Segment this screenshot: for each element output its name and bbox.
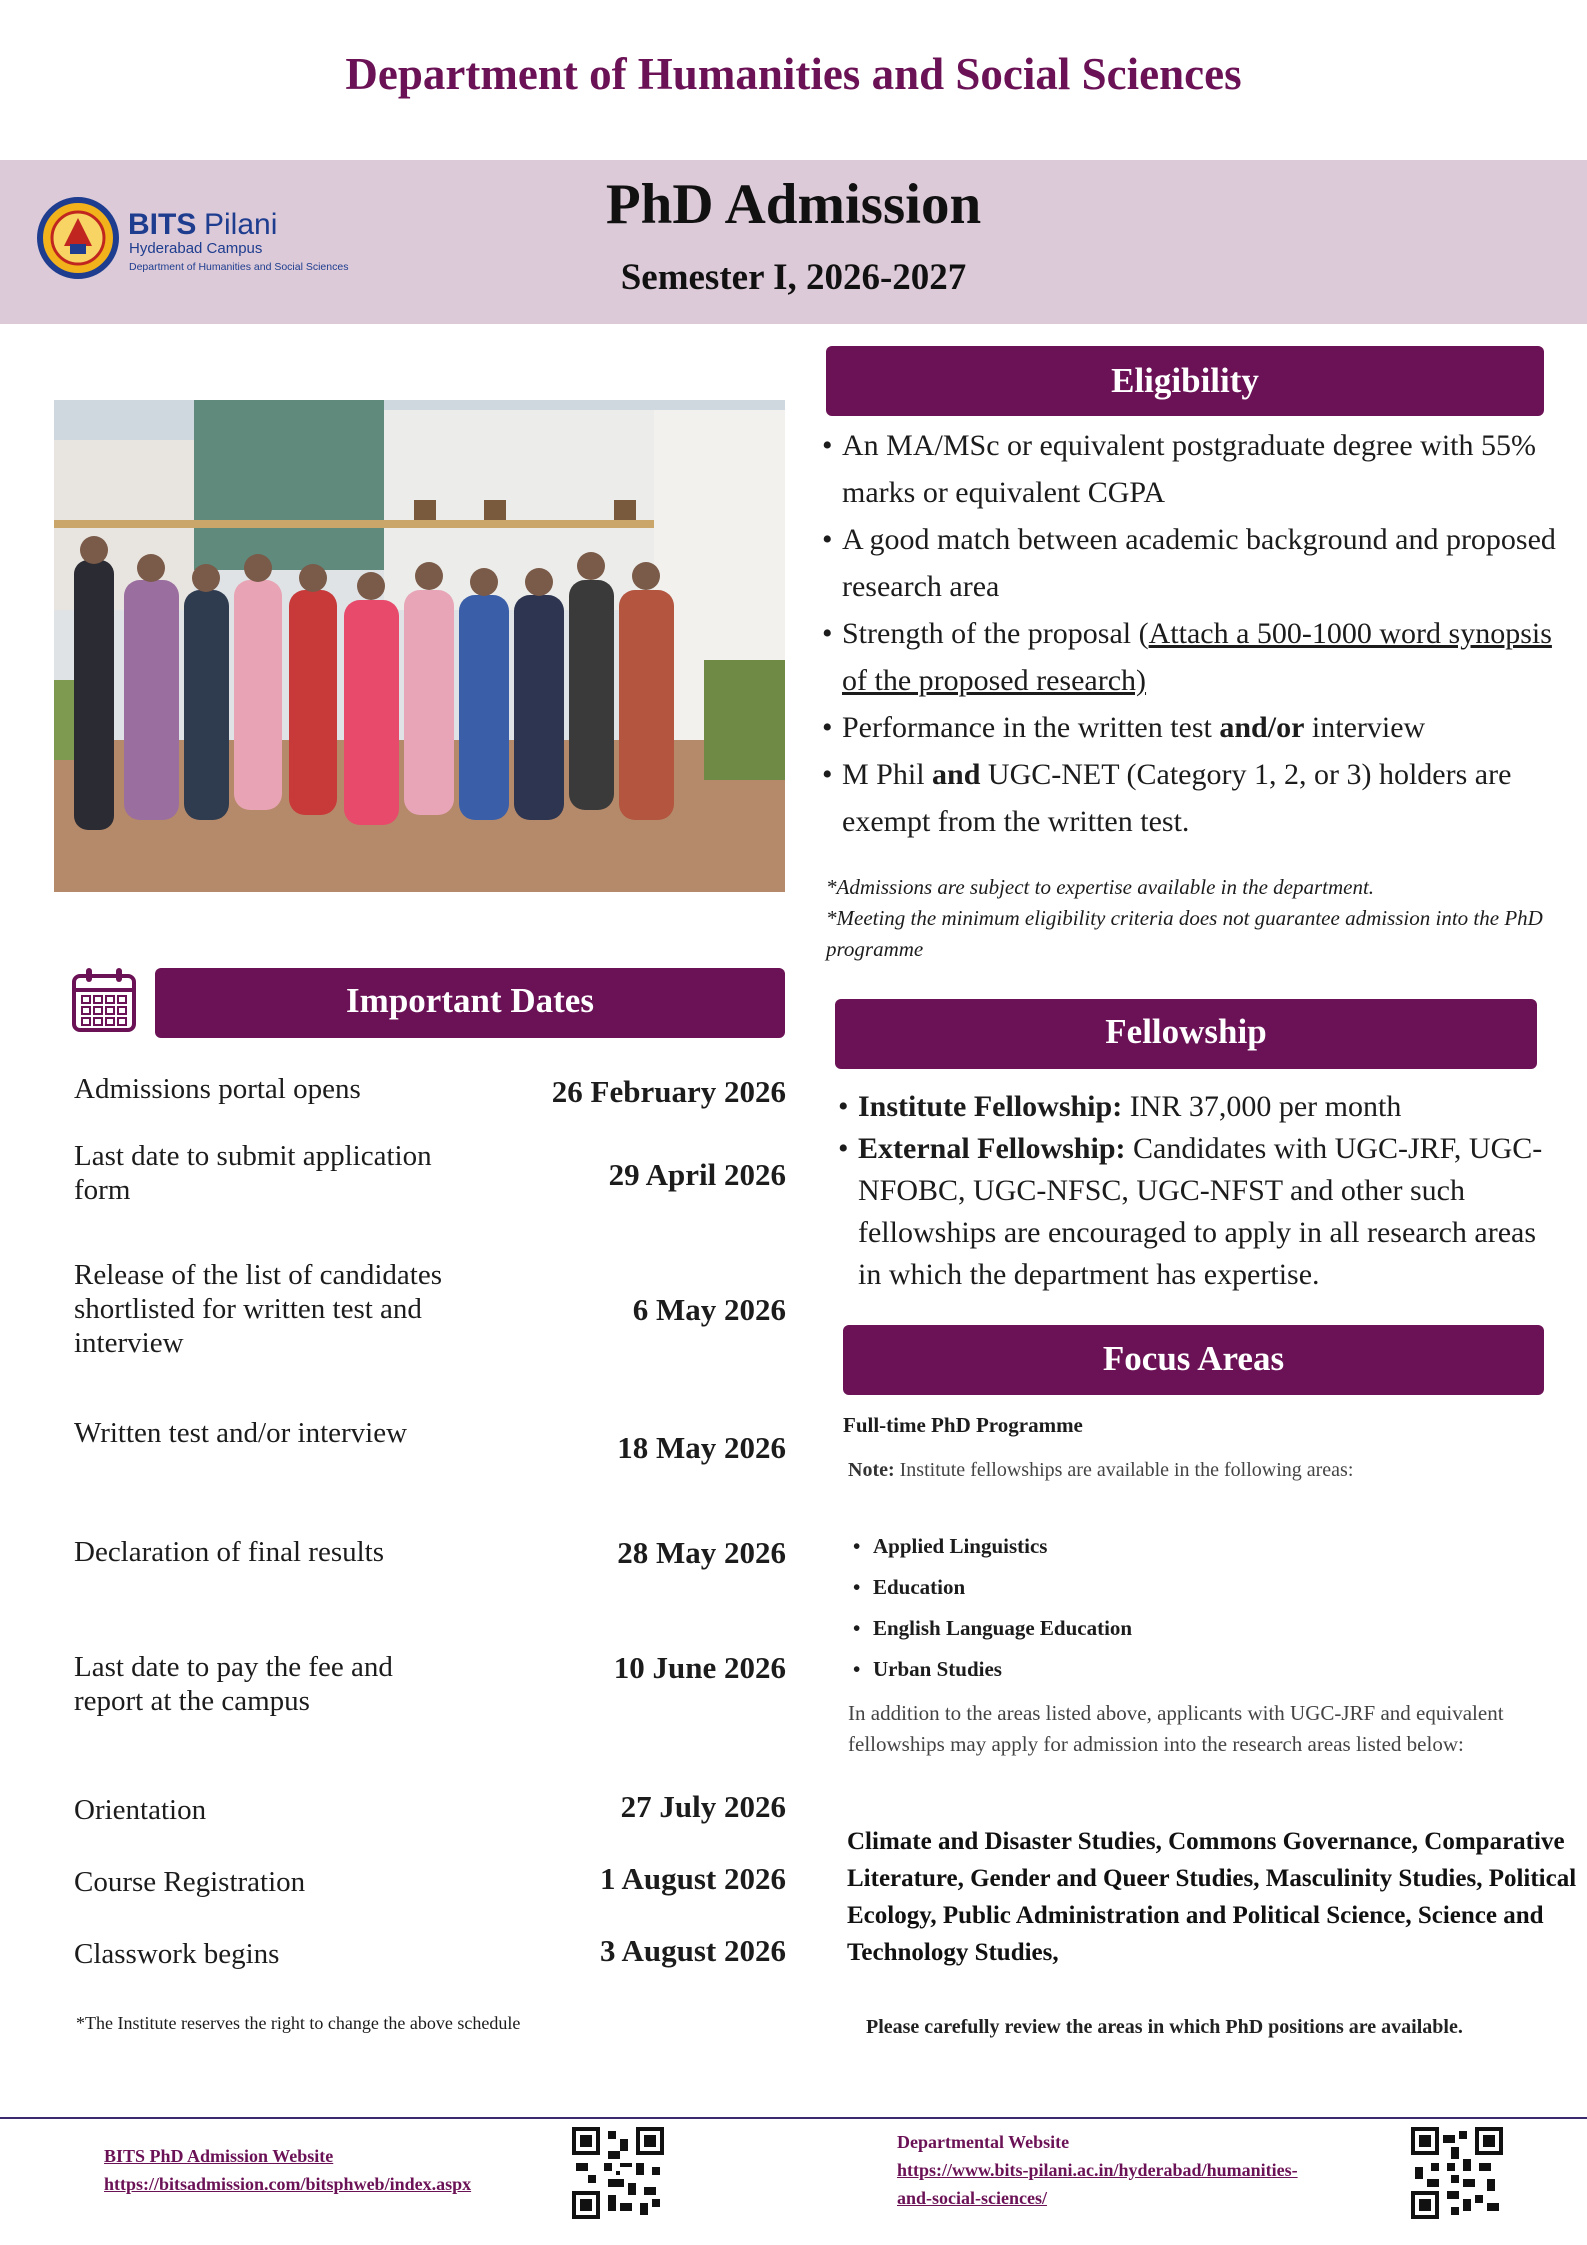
- date-value: 28 May 2026: [617, 1535, 786, 1570]
- date-value: 6 May 2026: [632, 1292, 786, 1327]
- synopsis-link[interactable]: Attach a 500-1000 word synopsis of the proposed research): [842, 617, 1552, 697]
- fellowship-list: [838, 1086, 1563, 1296]
- logo-text-pilani: Pilani: [204, 208, 278, 241]
- date-row: [74, 1535, 786, 1585]
- date-row: [74, 1861, 786, 1915]
- date-row: [74, 1072, 786, 1122]
- date-label: Orientation: [74, 1794, 207, 1826]
- department-title: Department of Humanities and Social Sciences: [345, 49, 1242, 99]
- eligibility-note-2: *Meeting the minimum eligibility criteria does not guarantee admission into the PhD programme: [826, 906, 1543, 961]
- date-value: 10 June 2026: [613, 1650, 786, 1685]
- eligibility-item: • An MA/MSc or equivalent postgraduate degree with 55% marks or equivalent CGPA: [822, 422, 1557, 516]
- eligibility-notes: [826, 872, 1556, 965]
- qr-code-admission: [572, 2127, 664, 2219]
- schedule-note: *The Institute reserves the right to change the above schedule: [76, 2013, 521, 2033]
- eligibility-list: [822, 422, 1557, 845]
- date-label: Last date to submit application form: [74, 1140, 432, 1206]
- eligibility-item: • Strength of the proposal (Attach a 500-1000 word synopsis of the proposed research): [822, 610, 1557, 704]
- fellowship-heading: [835, 999, 1537, 1069]
- date-row: [74, 1650, 786, 1730]
- date-label: Declaration of final results: [74, 1536, 385, 1568]
- focus-note: Note: Institute fellowships are available in the following areas:: [848, 1459, 1354, 1481]
- logo-text-campus: Hyderabad Campus: [129, 240, 263, 257]
- date-row: [74, 1258, 786, 1368]
- footer-divider: [0, 2117, 1587, 2119]
- date-value: 27 July 2026: [620, 1789, 786, 1824]
- date-row: [74, 1789, 786, 1843]
- other-research-areas: Climate and Disaster Studies, Commons Governance, Comparative Literature, Gender and Queer Studies, Masculinity Studies, Political Ecology, Public Administration and Political Science, Science and Technology Studies,: [847, 1828, 1577, 1966]
- date-label: Release of the list of candidates shortlisted for written test and interview: [74, 1259, 443, 1359]
- fellowship-heading-text: Fellowship: [1105, 1012, 1267, 1051]
- date-label: Course Registration: [74, 1866, 306, 1898]
- focus-area-item: • Education: [853, 1567, 1132, 1608]
- eligibility-item: • M Phil and UGC-NET (Category 1, 2, or 3) holders are exempt from the written test.: [822, 751, 1557, 845]
- logo-text-bits: BITS: [128, 208, 197, 241]
- focus-area-item: • Applied Linguistics: [853, 1526, 1132, 1567]
- focus-additional-text: In addition to the areas listed above, applicants with UGC-JRF and equivalent fellowships may apply for admission into the research areas listed below:: [848, 1701, 1504, 1756]
- date-value: 18 May 2026: [617, 1430, 786, 1465]
- eligibility-item: • Performance in the written test and/or interview: [822, 704, 1557, 751]
- focus-area-list: [853, 1526, 1132, 1690]
- date-value: 3 August 2026: [599, 1933, 786, 1968]
- qr-code-department: [1411, 2127, 1503, 2219]
- date-row: [74, 1933, 786, 1987]
- page-title: PhD Admission: [605, 173, 982, 236]
- eligibility-item: • A good match between academic background and proposed research area: [822, 516, 1557, 610]
- date-row: [74, 1139, 786, 1219]
- date-value: 1 August 2026: [599, 1861, 786, 1896]
- focus-areas-heading-text: Focus Areas: [1102, 1339, 1285, 1378]
- date-label: Classwork begins: [74, 1938, 280, 1970]
- date-label: Admissions portal opens: [74, 1073, 361, 1105]
- bits-admission-link[interactable]: BITS PhD Admission Website https://bitsadmission.com/bitsphweb/index.aspx: [104, 2146, 472, 2194]
- group-photo: [54, 400, 785, 892]
- focus-areas-heading: [843, 1325, 1544, 1395]
- date-value: 29 April 2026: [608, 1157, 786, 1192]
- eligibility-heading: [826, 346, 1544, 416]
- eligibility-note-1: *Admissions are subject to expertise available in the department.: [826, 875, 1375, 899]
- date-row: [74, 1416, 786, 1496]
- programme-label: Full-time PhD Programme: [843, 1413, 1083, 1437]
- important-dates-heading-text: Important Dates: [346, 981, 594, 1020]
- fellowship-item: • Institute Fellowship: INR 37,000 per month: [838, 1086, 1563, 1128]
- focus-area-item: • English Language Education: [853, 1608, 1132, 1649]
- focus-area-item: • Urban Studies: [853, 1649, 1132, 1690]
- date-label: Written test and/or interview: [74, 1417, 408, 1449]
- fellowship-item: • External Fellowship: Candidates with UGC-JRF, UGC-NFOBC, UGC-NFSC, UGC-NFST and other such fellowships are encouraged to apply in all research areas in which the department has expertise.: [838, 1128, 1563, 1296]
- eligibility-heading-text: Eligibility: [1111, 361, 1259, 400]
- date-label: Last date to pay the fee and report at the campus: [74, 1651, 393, 1717]
- important-dates-heading: [155, 968, 785, 1038]
- date-value: 26 February 2026: [551, 1074, 786, 1109]
- department-website-link[interactable]: Departmental Website https://www.bits-pilani.ac.in/hyderabad/humanities- and-social-sciences/: [897, 2132, 1298, 2208]
- semester-subtitle: Semester I, 2026-2027: [620, 257, 967, 298]
- logo-text-dept: Department of Humanities and Social Sciences: [129, 261, 349, 273]
- calendar-icon: [70, 966, 138, 1034]
- review-note: Please carefully review the areas in which PhD positions are available.: [866, 2016, 1463, 2038]
